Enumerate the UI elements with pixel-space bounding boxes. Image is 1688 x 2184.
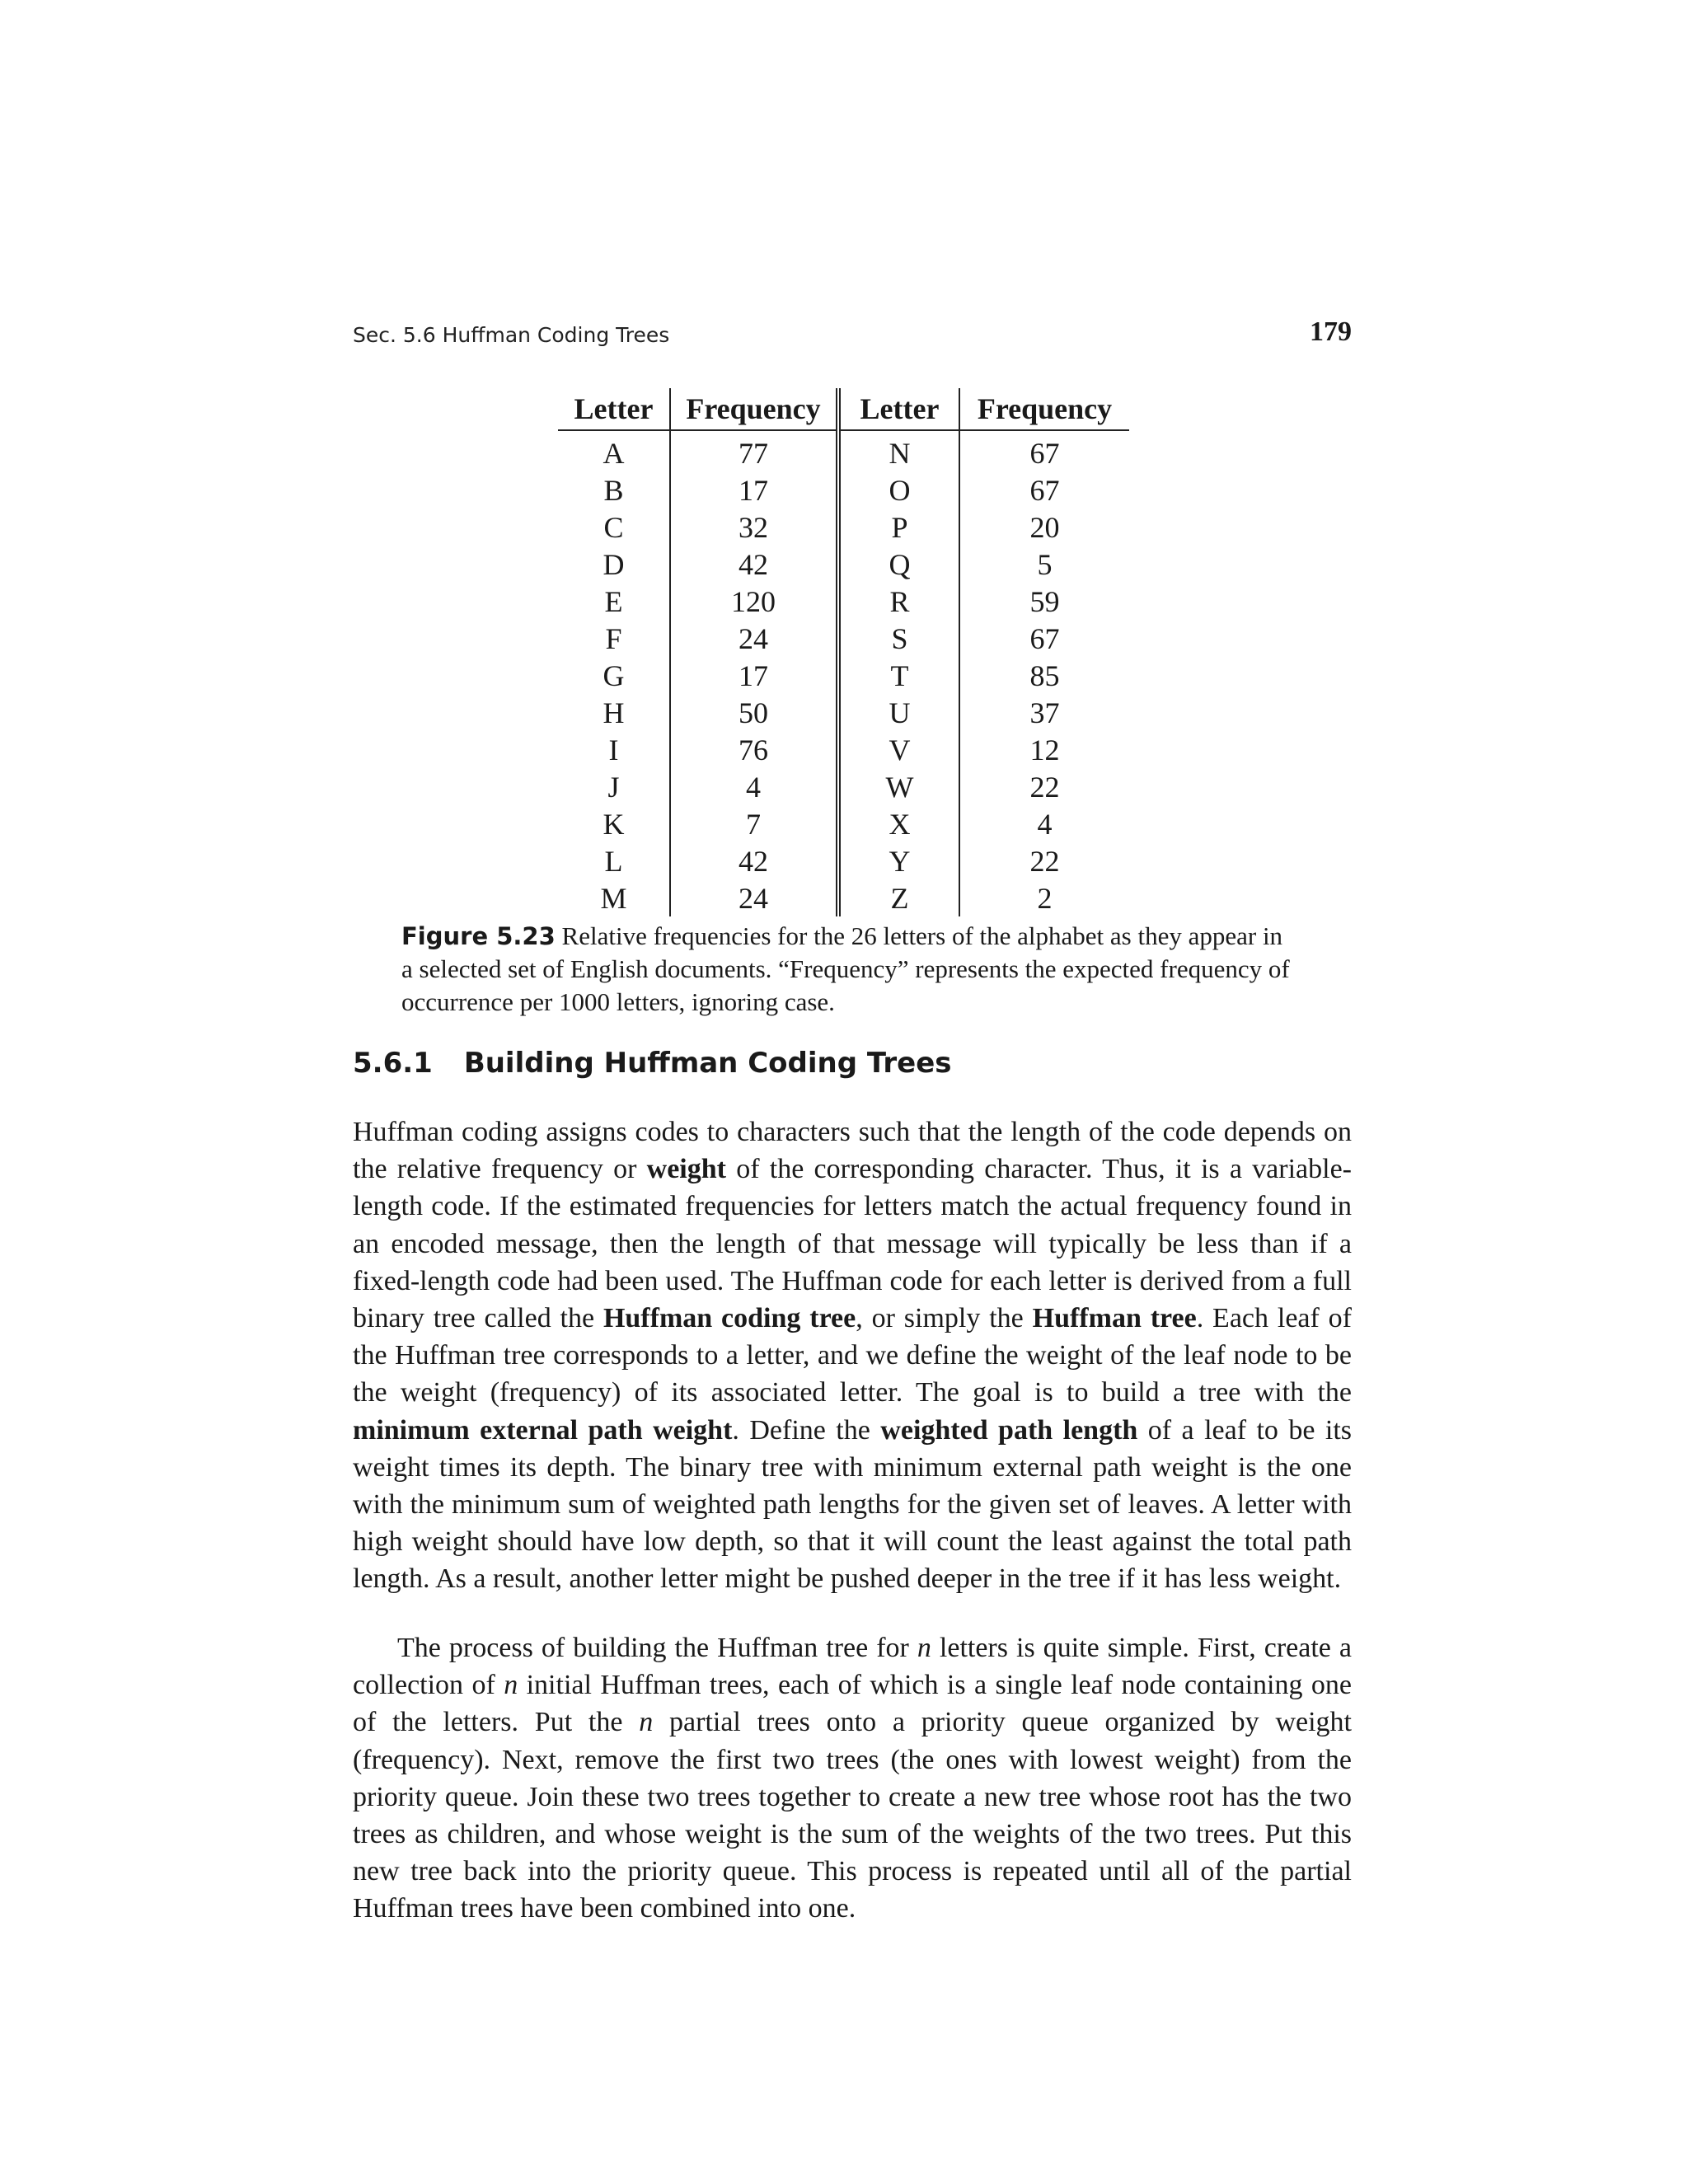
column-header: Frequency xyxy=(959,388,1129,430)
letter-cell: P xyxy=(838,509,959,546)
figure-caption xyxy=(401,920,1292,1019)
math-variable: n xyxy=(504,1670,518,1701)
table-row xyxy=(558,546,1129,583)
table-row xyxy=(558,694,1129,731)
letter-cell: B xyxy=(603,473,624,507)
letter-cell: T xyxy=(838,657,959,694)
letter-cell: Y xyxy=(838,842,959,879)
letter-cell: A xyxy=(603,437,625,470)
caption-text: Relative frequencies for the 26 letters of the alphabet as they appear in a selected set of English documents. “Frequency” represents the expected frequency of occurrence per 1000 letters, ignoring case. xyxy=(401,921,1290,1016)
frequency-cell: 59 xyxy=(959,583,1129,620)
letter-cell: R xyxy=(838,583,959,620)
frequency-cell: 24 xyxy=(670,879,838,916)
table-row xyxy=(558,509,1129,546)
bold-term: weight xyxy=(646,1154,726,1185)
column-header: Letter xyxy=(558,388,670,430)
text-run: . Define the xyxy=(732,1414,881,1446)
body-paragraph xyxy=(353,1113,1352,1598)
table-row xyxy=(558,657,1129,694)
table-row xyxy=(558,768,1129,805)
letter-cell: Z xyxy=(838,879,959,916)
letter-cell: C xyxy=(603,510,624,544)
running-header: Sec. 5.6 Huffman Coding Trees xyxy=(353,323,670,347)
text-run: . Each leaf of the Huffman tree corresponds to a letter, and we define the weight of the leaf node to be the weight (frequency) of its associated letter. The goal is to build a tree with the xyxy=(353,1303,1353,1408)
table-body xyxy=(558,430,1129,916)
column-header: Frequency xyxy=(670,388,838,430)
section-heading xyxy=(353,1047,952,1080)
frequency-cell: 85 xyxy=(959,657,1129,694)
frequency-cell: 22 xyxy=(959,768,1129,805)
frequency-cell: 120 xyxy=(670,583,838,620)
frequency-cell: 17 xyxy=(670,471,838,509)
table-row xyxy=(558,842,1129,879)
letter-cell: Q xyxy=(838,546,959,583)
section-number: 5.6.1 xyxy=(353,1047,433,1080)
bold-term: minimum external path weight xyxy=(353,1414,733,1446)
letter-cell: L xyxy=(604,844,623,878)
frequency-cell: 4 xyxy=(670,768,838,805)
frequency-cell: 37 xyxy=(959,694,1129,731)
text-run: Huffman coding assigns codes to characters such that the length of the code depends on the relative frequency or xyxy=(353,1117,1352,1185)
frequency-cell: 17 xyxy=(670,657,838,694)
letter-cell: K xyxy=(603,807,625,841)
letter-cell: X xyxy=(838,805,959,842)
letter-cell: E xyxy=(604,584,623,618)
frequency-cell: 50 xyxy=(670,694,838,731)
letter-cell: S xyxy=(838,620,959,657)
body-paragraph xyxy=(353,1629,1352,1928)
figure-label: Figure 5.23 xyxy=(401,922,556,950)
letter-cell: U xyxy=(838,694,959,731)
frequency-cell: 22 xyxy=(959,842,1129,879)
frequency-cell: 5 xyxy=(959,546,1129,583)
table-row xyxy=(558,583,1129,620)
bold-term: weighted path length xyxy=(880,1414,1138,1446)
frequency-cell: 4 xyxy=(959,805,1129,842)
letter-cell: M xyxy=(600,881,627,915)
frequency-cell: 67 xyxy=(959,471,1129,509)
frequency-cell: 76 xyxy=(670,731,838,768)
text-run: letters is quite simple. First, create a collection of xyxy=(353,1633,1352,1701)
table-row xyxy=(558,471,1129,509)
text-run: partial trees onto a priority queue organized by weight (frequency). Next, remove the first two trees (the ones with lowest weight) from the priority queue. Join these two trees together to create a new tree whose root has the two trees as children, and whose weight is the sum of the weights of the two trees. Put this new tree back into the priority queue. This process is repeated until all of the partial Huffman trees have been combined into one. xyxy=(353,1707,1352,1924)
math-variable: n xyxy=(917,1633,931,1663)
letter-cell: W xyxy=(838,768,959,805)
letter-cell: J xyxy=(607,770,620,804)
bold-term: Huffman coding tree xyxy=(603,1303,856,1334)
letter-cell: N xyxy=(838,430,959,471)
table-row xyxy=(558,430,1129,471)
frequency-cell: 7 xyxy=(670,805,838,842)
table-row xyxy=(558,620,1129,657)
text-run: of a leaf to be its weight times its depth. The binary tree with minimum external path weight is the one with the minimum sum of weighted path lengths for the given set of leaves. A letter with high weight should have low depth, so that it will count the least against the total path length. As a result, another letter might be pushed deeper in the tree if it has less weight. xyxy=(353,1414,1353,1595)
letter-cell: O xyxy=(838,471,959,509)
frequency-cell: 32 xyxy=(670,509,838,546)
frequency-cell: 67 xyxy=(959,430,1129,471)
table-header-row xyxy=(558,388,1129,430)
letter-cell: F xyxy=(605,621,622,655)
math-variable: n xyxy=(639,1707,654,1738)
section-title: Building Huffman Coding Trees xyxy=(463,1047,952,1080)
page-number: 179 xyxy=(1310,316,1352,347)
bold-term: Huffman tree xyxy=(1032,1303,1197,1334)
frequency-cell: 42 xyxy=(670,546,838,583)
text-run: of the corresponding character. Thus, it is a variable-length code. If the estimated frequencies for letters match the actual frequency found in an encoded message, then the length of that message will typically be less than if a fixed-length code had been used. The Huffman code for each letter is derived from a full binary tree called the xyxy=(353,1154,1352,1334)
frequency-table xyxy=(558,388,1129,916)
text-run: initial Huffman trees, each of which is a single leaf node containing one of the letters. Put the xyxy=(353,1670,1352,1738)
letter-cell: D xyxy=(603,547,625,581)
text-run: , or simply the xyxy=(856,1303,1033,1334)
text-run: The process of building the Huffman tree for xyxy=(397,1633,917,1663)
letter-cell: H xyxy=(603,696,625,729)
frequency-cell: 24 xyxy=(670,620,838,657)
table-row xyxy=(558,731,1129,768)
letter-cell: I xyxy=(608,733,619,766)
frequency-cell: 42 xyxy=(670,842,838,879)
frequency-cell: 2 xyxy=(959,879,1129,916)
column-header: Letter xyxy=(838,388,959,430)
letter-cell: V xyxy=(838,731,959,768)
frequency-cell: 12 xyxy=(959,731,1129,768)
table-row xyxy=(558,879,1129,916)
table-row xyxy=(558,805,1129,842)
frequency-cell: 20 xyxy=(959,509,1129,546)
frequency-cell: 67 xyxy=(959,620,1129,657)
frequency-cell: 77 xyxy=(670,430,838,471)
letter-cell: G xyxy=(603,658,625,692)
